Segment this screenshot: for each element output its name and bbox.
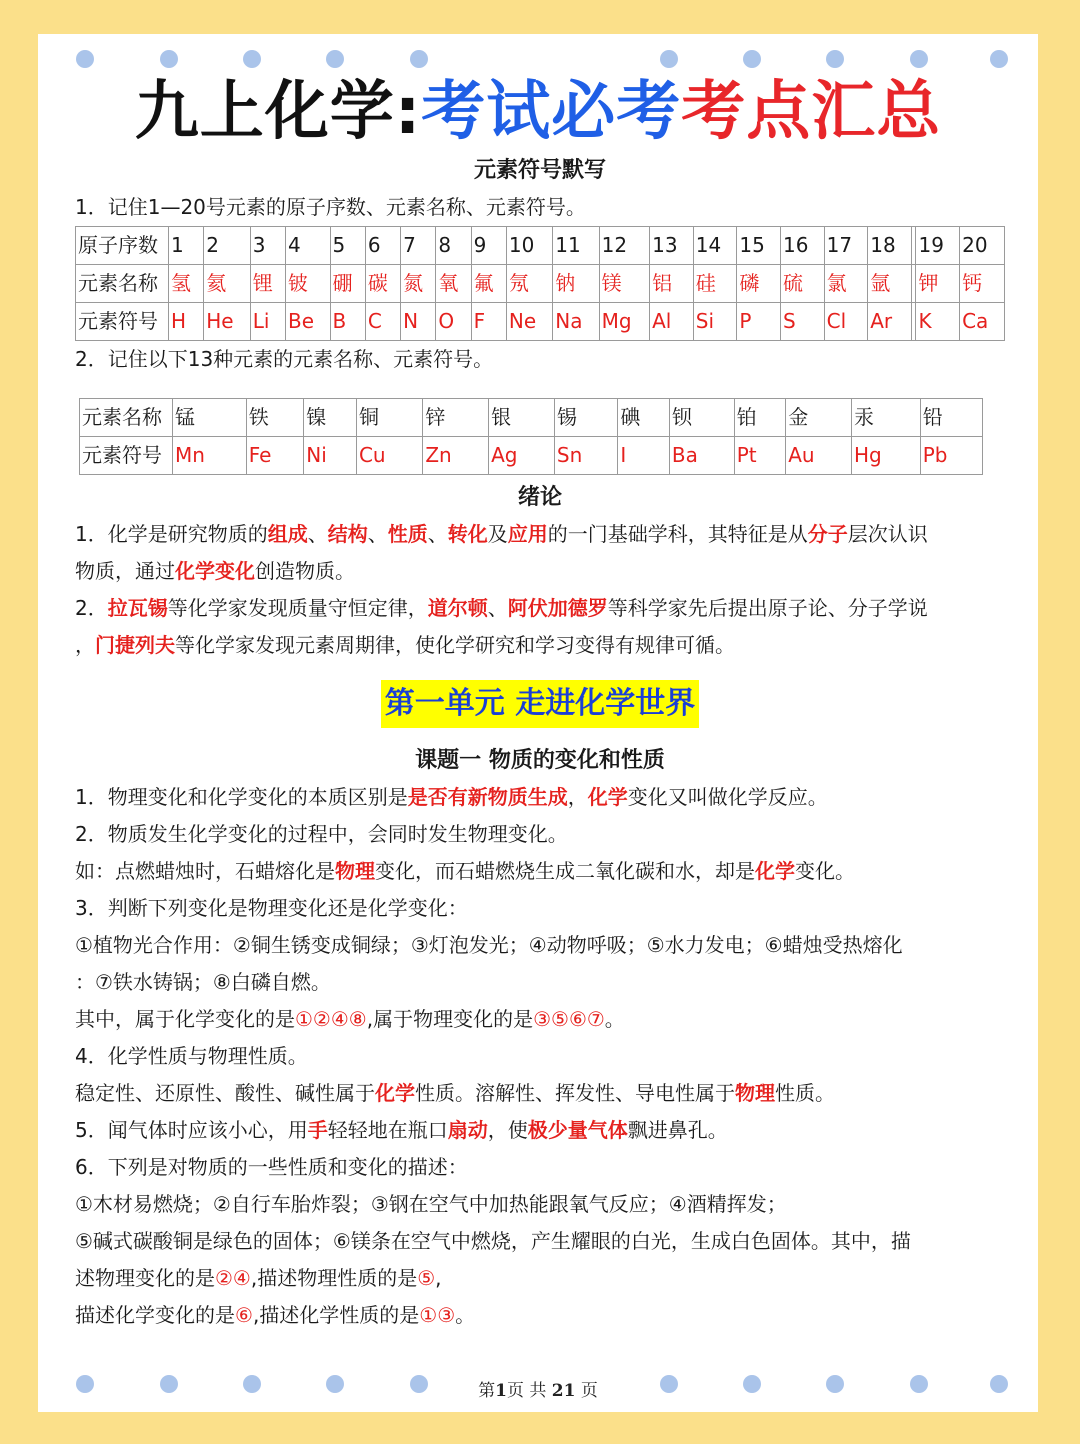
table-cell: I [618, 437, 669, 475]
table-cell: 13 [650, 227, 694, 265]
content [75, 152, 1005, 1334]
table-cell: 锡 [554, 399, 618, 437]
table-row [80, 399, 983, 437]
table-cell: Sn [554, 437, 618, 475]
table-row [80, 437, 983, 475]
table-cell: 铂 [734, 399, 785, 437]
table-cell: K [916, 303, 960, 341]
table-cell: 5 [330, 227, 365, 265]
table-cell: 氮 [401, 265, 436, 303]
table-cell: Hg [851, 437, 920, 475]
table-cell: 硅 [693, 265, 737, 303]
table-cell: Li [250, 303, 285, 341]
table-row [76, 227, 1005, 265]
table-cell: Pt [734, 437, 785, 475]
element-table-1-20 [75, 226, 1005, 341]
line-9: 稳定性、还原性、酸性、碱性属于化学性质。溶解性、挥发性、导电性属于物理性质。 [75, 1081, 835, 1105]
table-cell: 铅 [920, 399, 982, 437]
line-15: 描述化学变化的是⑥,描述化学性质的是①③。 [75, 1303, 476, 1327]
table-cell: C [365, 303, 400, 341]
table-cell: 硼 [330, 265, 365, 303]
unit-title-wrap [75, 680, 1005, 728]
intro-1: 1．记住1—20号元素的原子序数、元素名称、元素符号。 [75, 195, 586, 219]
table-cell: 铜 [356, 399, 422, 437]
page-title [38, 60, 1038, 152]
table-cell: 10 [506, 227, 552, 265]
table-cell: Si [693, 303, 737, 341]
table-cell: Au [786, 437, 852, 475]
table-cell: 18 [868, 227, 912, 265]
table-cell: Al [650, 303, 694, 341]
table-cell: 4 [286, 227, 331, 265]
table-cell: Na [553, 303, 599, 341]
table-cell: 20 [960, 227, 1005, 265]
table-cell: 锌 [423, 399, 489, 437]
line-2: 2．物质发生化学变化的过程中，会同时发生物理变化。 [75, 822, 568, 846]
row-label: 元素符号 [76, 303, 169, 341]
table-cell: Be [286, 303, 331, 341]
table-cell: 16 [781, 227, 825, 265]
table-cell: Mg [599, 303, 650, 341]
line-1: 1．物理变化和化学变化的本质区别是是否有新物质生成，化学变化又叫做化学反应。 [75, 785, 828, 809]
line-4: 3．判断下列变化是物理变化还是化学变化： [75, 896, 468, 920]
table-cell: 铝 [650, 265, 694, 303]
table-cell: 氦 [204, 265, 251, 303]
table-cell: Mn [173, 437, 247, 475]
line-13: ⑤碱式碳酸铜是绿色的固体；⑥镁条在空气中燃烧，产生耀眼的白光，生成白色固体。其中，描 [75, 1229, 911, 1253]
table-cell: 碘 [618, 399, 669, 437]
row-label: 元素名称 [76, 265, 169, 303]
line-14: 述物理变化的是②④,描述物理性质的是⑤, [75, 1266, 442, 1290]
line-11: 6．下列是对物质的一些性质和变化的描述： [75, 1155, 468, 1179]
table-cell: Ag [489, 437, 555, 475]
table-cell: 铁 [246, 399, 304, 437]
table-cell: 金 [786, 399, 852, 437]
table-cell: 锂 [250, 265, 285, 303]
table-cell: 氧 [436, 265, 471, 303]
table-cell: 银 [489, 399, 555, 437]
table-cell: 镍 [304, 399, 357, 437]
table-cell: 氯 [824, 265, 868, 303]
table-cell: Pb [920, 437, 982, 475]
title-part-black: 九上化学: [134, 75, 422, 149]
row-label: 元素名称 [80, 399, 173, 437]
line-7: 其中，属于化学变化的是①②④⑧,属于物理变化的是③⑤⑥⑦。 [75, 1007, 625, 1031]
table-cell: N [401, 303, 436, 341]
topic-heading: 课题一 物质的变化和性质 [415, 748, 665, 773]
table-cell: S [781, 303, 825, 341]
table-cell: 17 [824, 227, 868, 265]
line-12: ①木材易燃烧；②自行车胎炸裂；③钢在空气中加热能跟氧气反应；④酒精挥发； [75, 1192, 787, 1216]
row-label: 元素符号 [80, 437, 173, 475]
table-cell: Fe [246, 437, 304, 475]
line-6: ：⑦铁水铸锅；⑧白磷自燃。 [75, 970, 331, 994]
line-5: ①植物光合作用：②铜生锈变成铜绿；③灯泡发光；④动物呼吸；⑤水力发电；⑥蜡烛受热熔化 [75, 933, 903, 957]
table-cell: 8 [436, 227, 471, 265]
table-cell: 6 [365, 227, 400, 265]
unit-title: 第一单元 走进化学世界 [381, 680, 699, 728]
table-cell: H [169, 303, 204, 341]
table-cell: P [737, 303, 781, 341]
table-cell: He [204, 303, 251, 341]
table-cell: Ca [960, 303, 1005, 341]
table-cell: Ba [669, 437, 734, 475]
table-cell: 铍 [286, 265, 331, 303]
line-10: 5．闻气体时应该小心，用手轻轻地在瓶口扇动，使极少量气体飘进鼻孔。 [75, 1118, 728, 1142]
table-cell: 15 [737, 227, 781, 265]
table-cell: Ne [506, 303, 552, 341]
table-cell: 钠 [553, 265, 599, 303]
table-cell: 氢 [169, 265, 204, 303]
table-cell: 14 [693, 227, 737, 265]
line-3: 如：点燃蜡烛时，石蜡熔化是物理变化，而石蜡燃烧生成二氧化碳和水，却是化学变化。 [75, 859, 855, 883]
table-cell: 磷 [737, 265, 781, 303]
intro-2: 2．记住以下13种元素的元素名称、元素符号。 [75, 347, 494, 371]
table-cell: B [330, 303, 365, 341]
table-cell: 11 [553, 227, 599, 265]
table-cell: 12 [599, 227, 650, 265]
page-footer: 第1页 共 21 页 [478, 1381, 598, 1401]
table-cell: F [471, 303, 506, 341]
table-cell: O [436, 303, 471, 341]
table-cell: 7 [401, 227, 436, 265]
table-cell: 氟 [471, 265, 506, 303]
table-cell: 镁 [599, 265, 650, 303]
table-cell: Ar [868, 303, 912, 341]
table-cell: 氩 [868, 265, 912, 303]
element-table-13 [79, 398, 983, 475]
table-row [76, 303, 1005, 341]
table-cell: 1 [169, 227, 204, 265]
table-cell: 硫 [781, 265, 825, 303]
section-heading-intro: 绪论 [517, 485, 562, 510]
table-cell: Ni [304, 437, 357, 475]
line-8: 4．化学性质与物理性质。 [75, 1044, 308, 1068]
page-sheet [38, 34, 1038, 1412]
table-cell: 氖 [506, 265, 552, 303]
title-part-blue: 考试必考 [421, 75, 682, 149]
title-part-red: 考点汇总 [681, 75, 942, 149]
table-cell: 钾 [916, 265, 960, 303]
intro-paragraph-1: 1．化学是研究物质的组成、结构、性质、转化及应用的一门基础学科，其特征是从分子层次认识 物质，通过化学变化创造物质。 [75, 522, 928, 583]
table-row [76, 265, 1005, 303]
table-cell: 3 [250, 227, 285, 265]
table-cell: 碳 [365, 265, 400, 303]
row-label: 原子序数 [76, 227, 169, 265]
table-cell: 汞 [851, 399, 920, 437]
intro-paragraph-2: 2．拉瓦锡等化学家发现质量守恒定律，道尔顿、阿伏加德罗等科学家先后提出原子论、分子学说 ，门捷列夫等化学家发现元素周期律，使化学研究和学习变得有规律可循。 [75, 596, 928, 657]
table-cell: 9 [471, 227, 506, 265]
section-heading-symbols: 元素符号默写 [473, 158, 606, 183]
table-cell: 19 [916, 227, 960, 265]
table-cell: 钙 [960, 265, 1005, 303]
table-cell: 锰 [173, 399, 247, 437]
table-cell: Cu [356, 437, 422, 475]
table-cell: Zn [423, 437, 489, 475]
table-cell: 钡 [669, 399, 734, 437]
table-cell: Cl [824, 303, 868, 341]
table-cell: 2 [204, 227, 251, 265]
